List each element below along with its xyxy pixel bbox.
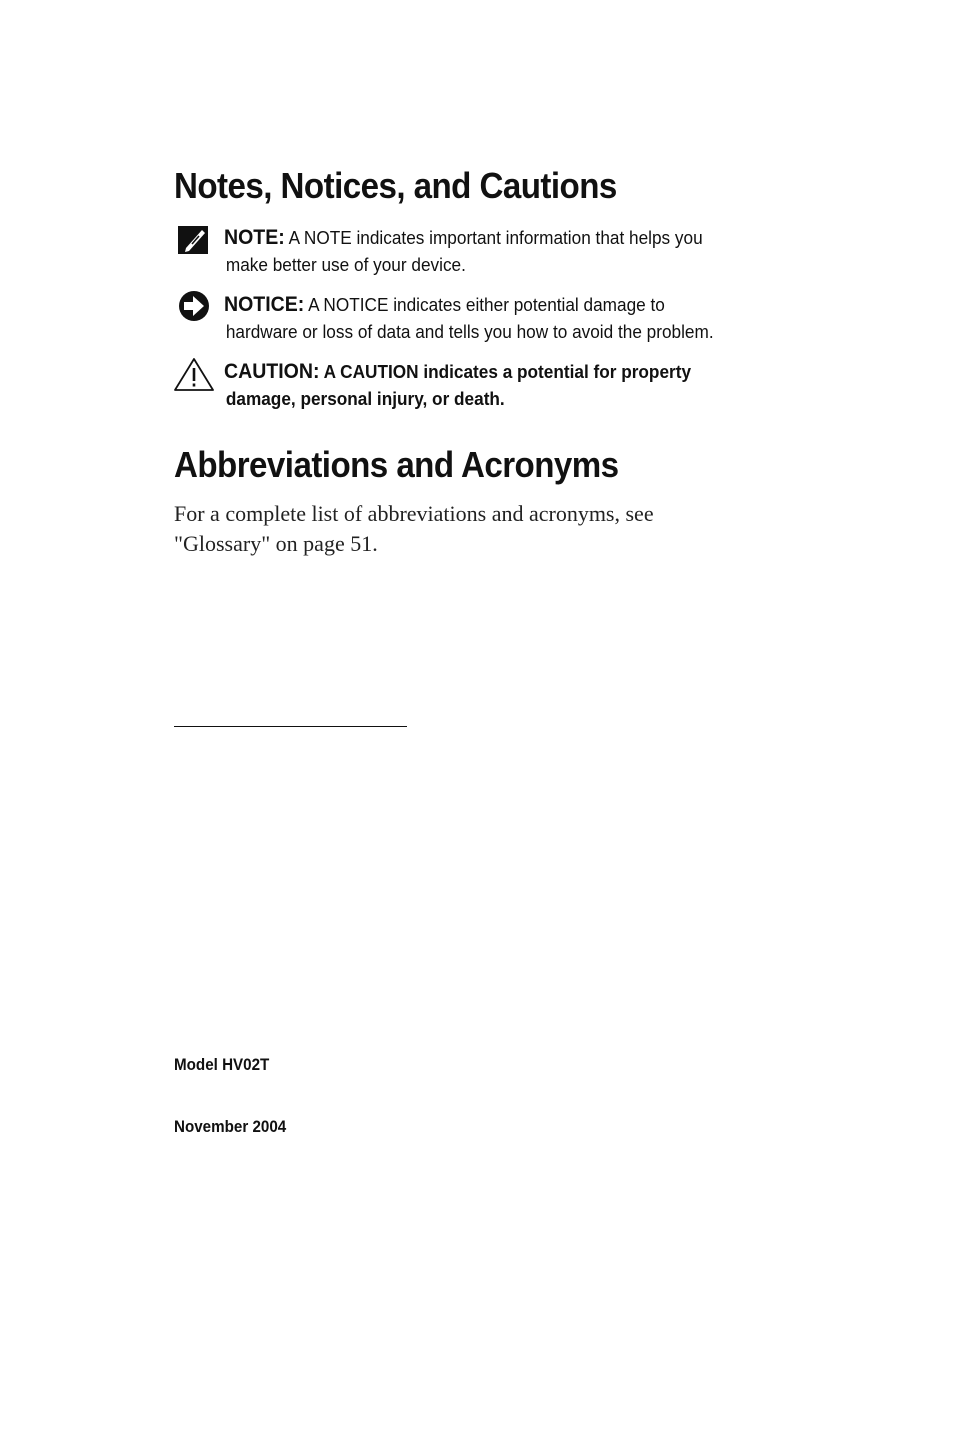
notice-line1: A NOTICE indicates either potential damage to bbox=[304, 294, 665, 315]
model-number: Model HV02T bbox=[174, 1056, 270, 1074]
warning-triangle-icon bbox=[174, 358, 210, 392]
abbrev-line1: For a complete list of abbreviations and acronyms, see bbox=[174, 501, 654, 526]
notes-heading: Notes, Notices, and Cautions bbox=[174, 165, 617, 206]
abbreviations-paragraph bbox=[174, 499, 774, 559]
publication-date: November 2004 bbox=[174, 1118, 287, 1136]
caution-text bbox=[224, 358, 793, 412]
note-line1: A NOTE indicates important information that helps you bbox=[284, 227, 703, 248]
pencil-note-icon bbox=[174, 224, 210, 258]
abbreviations-heading: Abbreviations and Acronyms bbox=[174, 444, 619, 485]
caution-label: CAUTION: bbox=[224, 360, 320, 383]
note-text bbox=[224, 224, 793, 278]
arrow-circle-icon bbox=[174, 291, 210, 325]
caution-line2: damage, personal injury, or death. bbox=[225, 388, 505, 409]
caution-line1: A CAUTION indicates a potential for property bbox=[319, 361, 692, 382]
notice-line2: hardware or loss of data and tells you how to avoid the problem. bbox=[225, 321, 714, 342]
divider-rule bbox=[174, 726, 407, 727]
note-label: NOTE: bbox=[224, 226, 285, 249]
notice-text bbox=[224, 291, 793, 345]
note-line2: make better use of your device. bbox=[225, 254, 466, 275]
abbrev-line2: "Glossary" on page 51. bbox=[174, 531, 378, 556]
notice-label: NOTICE: bbox=[224, 293, 305, 316]
